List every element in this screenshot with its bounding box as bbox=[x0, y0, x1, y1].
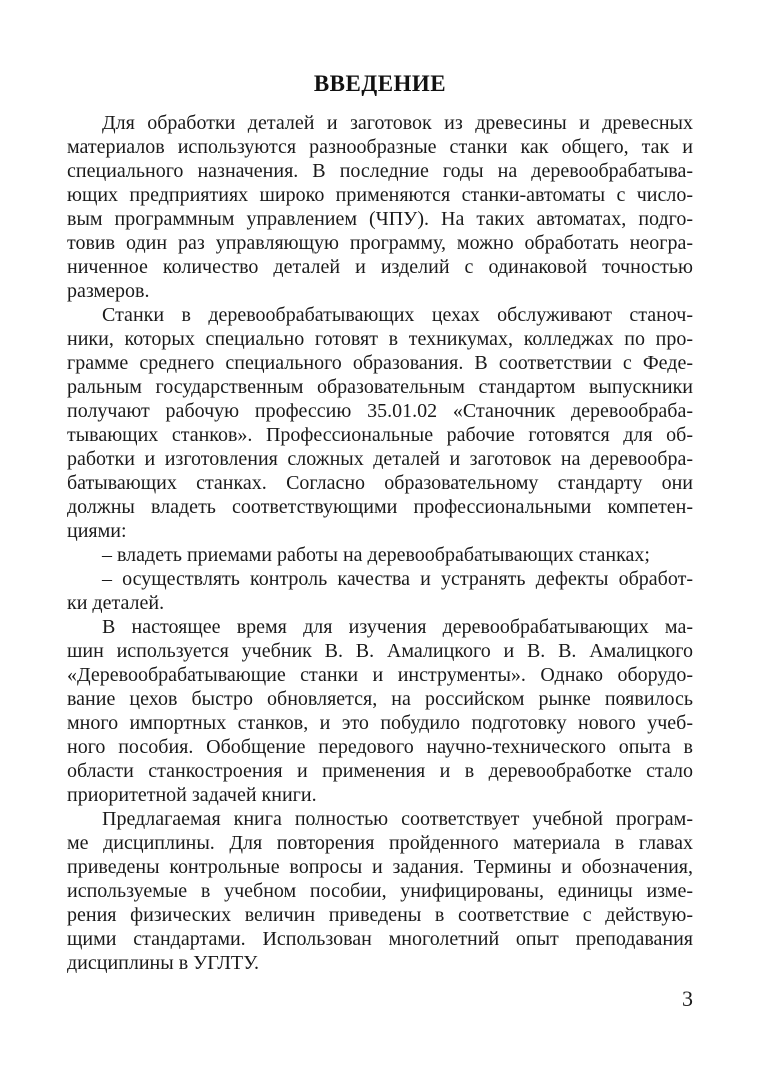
text-line: приоритетной задачей книги. bbox=[67, 784, 317, 806]
text-line: – владеть приемами работы на деревообрабатывающих станках; bbox=[102, 544, 650, 566]
text-line: используемые в учебном пособии, унифицированы, единицы изме- bbox=[67, 880, 693, 902]
text-line: ральным государственным образовательным стандартом выпускники bbox=[67, 376, 693, 398]
text-line: – осуществлять контроль качества и устранять дефекты обработ- bbox=[102, 568, 693, 590]
paragraph bbox=[67, 567, 693, 615]
text-line: товив один раз управляющую программу, можно обработать неогра- bbox=[67, 232, 693, 254]
text-line: вание цехов быстро обновляется, на российском рынке появилось bbox=[67, 688, 693, 710]
text-line: шин используется учебник В. В. Амалицкого и В. В. Амалицкого bbox=[67, 640, 693, 662]
text-line: «Деревообрабатывающие станки и инструменты». Однако оборудо- bbox=[67, 664, 693, 686]
text-line: области станкостроения и применения и в деревообработке стало bbox=[67, 760, 693, 782]
text-line: Для обработки деталей и заготовок из древесины и древесных bbox=[102, 112, 693, 134]
text-line: должны владеть соответствующими профессиональными компетен- bbox=[67, 496, 693, 518]
text-line: Предлагаемая книга полностью соответствует учебной програм- bbox=[102, 808, 693, 830]
text-line: специального назначения. В последние годы на деревообрабатыва- bbox=[67, 160, 693, 182]
paragraph bbox=[67, 615, 693, 807]
text-line: рения физических величин приведены в соответствие с действую- bbox=[67, 904, 693, 926]
text-line: Станки в деревообрабатывающих цехах обслуживают станоч- bbox=[102, 304, 693, 326]
text-line: материалов используются разнообразные станки как общего, так и bbox=[67, 136, 693, 158]
paragraph bbox=[67, 303, 693, 543]
text-line: ме дисциплины. Для повторения пройденного материала в главах bbox=[67, 832, 693, 854]
text-line: грамме среднего специального образования. В соответствии с Феде- bbox=[67, 352, 693, 374]
page-number: 3 bbox=[682, 986, 693, 1011]
text-line: щими стандартами. Использован многолетний опыт преподавания bbox=[67, 928, 693, 950]
text-line: тывающих станков». Профессиональные рабочие готовятся для об- bbox=[67, 424, 693, 446]
text-body bbox=[67, 111, 693, 975]
text-line: дисциплины в УГЛТУ. bbox=[67, 952, 260, 974]
text-line: вым программным управлением (ЧПУ). На таких автоматах, подго- bbox=[67, 208, 693, 230]
paragraph bbox=[67, 807, 693, 975]
text-line: ющих предприятиях широко применяются станки-автоматы с число- bbox=[67, 184, 693, 206]
text-line: получают рабочую профессию 35.01.02 «Станочник деревообраба- bbox=[67, 400, 693, 422]
page-content bbox=[67, 70, 693, 975]
text-line: много импортных станков, и это побудило подготовку нового учеб- bbox=[67, 712, 693, 734]
text-line: В настоящее время для изучения деревообрабатывающих ма- bbox=[102, 616, 693, 638]
text-line: ки деталей. bbox=[67, 592, 165, 614]
text-line: ники, которых специально готовят в техникумах, колледжах по про- bbox=[67, 328, 693, 350]
text-line: циями: bbox=[67, 520, 127, 542]
text-line: ного пособия. Обобщение передового научно-технического опыта в bbox=[67, 736, 693, 758]
text-line: батывающих станках. Согласно образовательному стандарту они bbox=[67, 472, 693, 494]
page-title: ВВЕДЕНИЕ bbox=[313, 71, 447, 96]
paragraph bbox=[67, 543, 693, 567]
text-line: приведены контрольные вопросы и задания. Термины и обозначения, bbox=[67, 856, 693, 878]
text-line: размеров. bbox=[67, 280, 150, 302]
text-line: работки и изготовления сложных деталей и заготовок на деревообра- bbox=[67, 448, 693, 470]
paragraph bbox=[67, 111, 693, 303]
text-line: ниченное количество деталей и изделий с одинаковой точностью bbox=[67, 256, 693, 278]
